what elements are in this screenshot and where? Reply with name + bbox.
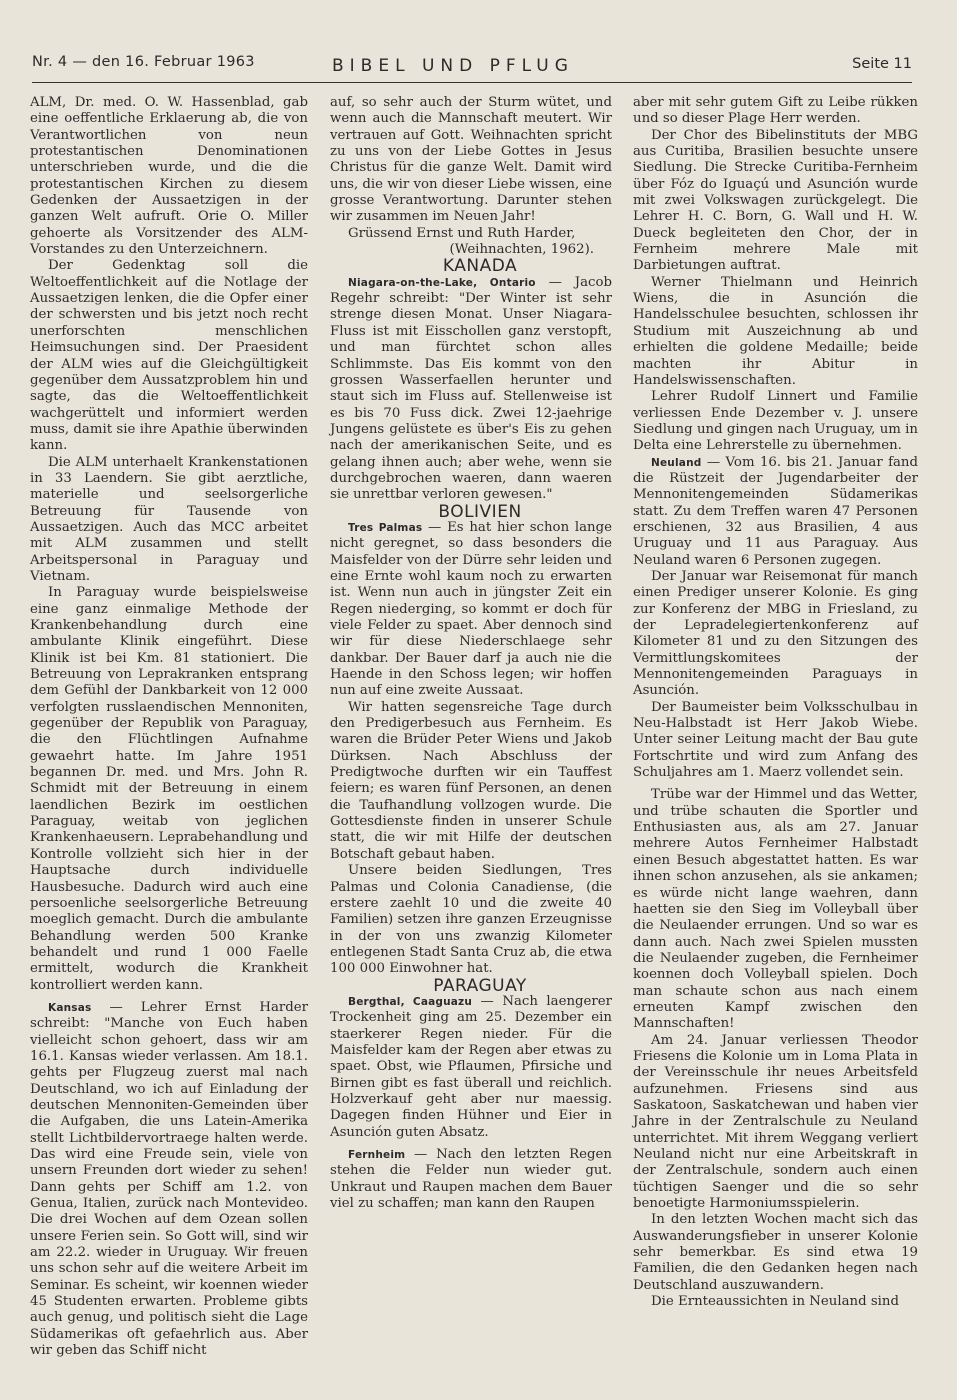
place-name: Kansas [48,1001,92,1014]
section-heading-bolivien: BOLIVIEN [438,501,522,522]
place-name: Neuland [651,456,702,469]
place-name: Tres Palmas [348,521,423,534]
column-3 [633,95,918,1310]
paragraph-text: — Nach den letzten Regen stehen die Felder nun wieder gut. Unkraut und Raupen machen dem Bauer viel zu schaffen; man kann den Raupen [330,1147,612,1212]
paragraph: Die ALM unterhaelt Krankenstationen in 33 Laendern. Sie gibt aerztliche, materielle und seelsorgerliche Betreuung für Tausende von Aussaetzigen. Auch das MCC arbeitet mit ALM zusammen und stellt Arbeitspersonal in Paraguay und Vietnam. [30,454,308,584]
paragraph: ALM, Dr. med. O. W. Hassenblad, gab eine oeffentliche Erklaerung ab, die von Verantwortlichen von neun protestantischen Denominationen unterschrieben wurde, und die die protestantischen Kirchen zu diesem Gedenken der Aussaetzigen in der ganzen Welt aufruft. Orie O. Miller gehoerte als Vorsitzender des ALM-Vorstandes zu den Unterzeichnern. [30,95,308,258]
paragraph: Werner Thielmann und Heinrich Wiens, die in Asunción die Handelsschulee besuchten, schlossen ihr Studium mit Auszeichnung ab und erhielten die goldene Medaille; beide machten ihr Abitur in Handelswissenschaften. [633,274,918,388]
paragraph: Der Baumeister beim Volksschulbau in Neu-Halbstadt ist Herr Jakob Wiebe. Unter seiner Leitung macht der Bau gute Fortschrtite und wird zum Anfang des Schuljahres am 1. Maerz vollendet sein. [633,699,918,781]
place-name: Bergthal, Caaguazu [348,995,473,1008]
place-name: Niagara-on-the-Lake, Ontario [348,276,536,289]
paragraph-kansas [30,1000,308,1360]
paragraph: Der Gedenktag soll die Weltoeffentlichkeit auf die Notlage der Aussaetzigen lenken, die die Opfer einer der schwersten und bis jetzt noch recht unerforschten menschlichen Heimsuchungen sind. Der Praesident der ALM wies auf die Gleichgültigkeit gegenüber dem Aussatzproblem hin und sagte, das die Weltoeffentlichkeit wachgerüttelt und informiert werden muss, damit sie ihre Apathie überwinden kann. [30,258,308,454]
newspaper-title: BIBEL UND PFLUG [332,56,574,76]
paragraph: Der Januar war Reisemonat für manch einen Prediger unserer Kolonie. Es ging zur Konferenz der MBG in Friesland, zu der Lepradelegiertenkonferenz auf Kilometer 81 und zu den Sitzungen des Vermittlungskomitees der Mennonitengemeinden Paraguays in Asunción. [633,568,918,699]
paragraph-niagara [330,275,612,504]
column-2 [330,95,612,1212]
paragraph: Die Ernteaussichten in Neuland sind [651,1294,899,1310]
paragraph-fernheim [330,1147,612,1212]
issue-date: Nr. 4 — den 16. Februar 1963 [32,54,255,70]
paragraph-text: — Vom 16. bis 21. Januar fand die Rüstzeit der Jugendarbeiter der Mennonitengemeinden Südamerikas statt. Zu dem Treffen waren 47 Personen erschienen, 32 aus Brasilien, 4 aus Uruguay und 11 aus Paraguay. Aus Neuland waren 6 Personen zugegen. [633,454,918,568]
section-heading-paraguay: PARAGUAY [433,975,527,996]
paragraph-text: — Es hat hier schon lange nicht geregnet, so dass besonders die Maisfelder von der Dürre sehr leiden und eine Ernte wohl kaum noch zu erwarten ist. Wenn nun auch in jüngster Zeit ein Regen niederging, so kommt er doch für viele Felder zu spaet. Aber dennoch sind wir für diese Niederschlaege sehr dankbar. Der Bauer darf ja auch nie die Haende in den Schoss legen; wir hoffen nun auf eine zweite Aussaat. [330,519,612,699]
paragraph: auf, so sehr auch der Sturm wütet, und wenn auch die Mannschaft meutert. Wir vertrauen auf Gott. Weihnachten spricht zu uns von der Liebe Gottes in Jesus Christus für die ganze Welt. Damit wird uns, die wir von dieser Liebe wissen, eine grosse Verantwortung. Darunter stehen wir zusammen im Neuen Jahr! [330,95,612,225]
signature-date: (Weihnachten, 1962). [449,242,594,258]
column-1 [30,95,308,1359]
paragraph: aber mit sehr gutem Gift zu Leibe rükken und so dieser Plage Herr werden. [633,95,918,127]
paragraph: Unsere beiden Siedlungen, Tres Palmas und Colonia Canadiense, (die erstere zaehlt 10 und die zweite 40 Familien) setzen ihre ganzen Erzeugnisse in der von uns zwanzig Kilometer entlegenen Stadt Santa Cruz ab, die etwa 100 000 Einwohner hat. [330,863,612,977]
paragraph-text: — Jacob Regehr schreibt: "Der Winter ist sehr strenge diesen Monat. Unser Niagara-Fluss ist mit Eisschollen ganz verstopft, und man fürchtet schon alles Schlimmste. Das Eis kommt von den grossen Wasserfaellen herunter und staut sich im Fluss auf. Stellenweise ist es bis 70 Fuss dick. Zwei 12-jaehrige Jungens gelüstete es über's Eis zu gehen nach der amerikanischen Seite, und es gelang ihnen auch; aber wehe, wenn sie durchgebrochen waeren, dann waeren sie unrettbar verloren gewesen." [330,274,612,503]
section-heading-kanada: KANADA [442,256,518,277]
page-header [32,52,912,83]
place-name: Fernheim [348,1149,406,1161]
paragraph: Der Chor des Bibelinstituts der MBG aus Curitiba, Brasilien besuchte unsere Siedlung. Die Strecke Curitiba-Fernheim über Fóz do Iguaçú und Asunción wurde mit zwei Volkswagen zurückgelegt. Die Lehrer H. C. Born, G. Wall und H. W. Dueck begleiteten den Chor, der in Fernheim mehrere Male mit Darbietungen auftrat. [633,127,918,274]
paragraph-text: — Nach laengerer Trockenheit ging am 25. Dezember ein staerkerer Regen nieder. Für die Maisfelder kam der Regen aber etwas zu spaet. Obst, wie Pflaumen, Pfirsiche und Birnen gibt es fast überall und reichlich. Holzverkauf geht aber nur maessig. Dagegen finden Hühner und Eier in Asunción guten Absatz. [330,993,612,1140]
paragraph: Trübe war der Himmel und das Wetter, und trübe schauten die Sportler und Enthusiasten aus, als am 27. Januar mehrere Autos Fernheimer Halbstadt einen Besuch abgestattet hatten. Es war ihnen schon anzusehen, als sie ankamen; es würde nicht lange waehren, dann haetten sie den Sieg im Volleyball über die Neulaender errungen. Und so war es dann auch. Nach zwei Spielen mussten die Neulaender zugeben, die Fernheimer koennen doch Volleyball spielen. Doch man schaute schon aus nach einem erneuten Kampf zwischen den Mannschaften! [633,787,918,1032]
paragraph-bergthal [330,994,612,1141]
paragraph: In den letzten Wochen macht sich das Auswanderungsfieber in unserer Kolonie sehr bemerkbar. Es sind etwa 19 Familien, die den Gedanken hegen nach Deutschland auszuwandern. [633,1212,918,1293]
page-number: Seite 11 [852,56,912,72]
paragraph-tres-palmas [330,520,612,700]
paragraph: Wir hatten segensreiche Tage durch den Predigerbesuch aus Fernheim. Es waren die Brüder Peter Wiens und Jakob Dürksen. Nach Abschluss der Predigtwoche durften wir ein Tauffest feiern; es waren fünf Personen, an denen die Taufhandlung vollzogen wurde. Die Gottesdienste finden in unserer Schule statt, die wir mit Hilfe der deutschen Botschaft gebaut haben. [330,699,612,862]
paragraph: Lehrer Rudolf Linnert und Familie verliessen Ende Dezember v. J. unsere Siedlung und gingen nach Uruguay, um in Delta eine Lehrerstelle zu übernehmen. [633,389,918,454]
paragraph-text: — Lehrer Ernst Harder schreibt: "Manche von Euch haben vielleicht schon gehoert, dass wir am 16.1. Kansas wieder verlassen. Am 18.1. gehts per Flugzeug zuerst mal nach Deutschland, wo ich auf Einladung der deutschen Mennoniten-Gemeinden über die Aufgaben, die uns Latein-Amerika stellt Lichtbildervortraege halten werde. Das wird eine Freude sein, viele von unsern Freunden dort wieder zu sehen! Dann gehts per Schiff am 1.2. von Genua, Italien, zurück nach Montevideo. Die drei Wochen auf dem Ozean sollen unsere Ferien sein. So Gott will, sind wir am 22.2. wieder in Uruguay. Wir freuen uns schon sehr auf die weitere Arbeit im Seminar. Es scheint, wir koennen wieder 45 Studenten erwarten. Probleme gibts auch genug, und politisch sieht die Lage Südamerikas oft gefaehrlich aus. Aber wir geben das Schiff nicht [30,999,308,1359]
paragraph-neuland [633,455,918,569]
paragraph: In Paraguay wurde beispielsweise eine ganz einmalige Methode der Krankenbehandlung durch eine ambulante Klinik eingeführt. Diese Klinik ist bei Km. 81 stationiert. Die Betreuung von Leprakranken entsprang dem Gefühl der Dankbarkeit von 12 000 verfolgten russlaendischen Mennoniten, gegenüber der Republik von Paraguay, die den Flüchtlingen Aufnahme gewaehrt hatte. Im Jahre 1951 begannen Dr. med. und Mrs. John R. Schmidt mit der Betreuung in einem laendlichen Bezirk im oestlichen Paraguay, weitab von jeglichen Krankenhaeusern. Leprabehandlung und Kontrolle vollzieht sich hier in der Hauptsache durch individuelle Hausbesuche. Dadurch wird auch eine persoenliche seelsorgerliche Betreuung moeglich gemacht. Durch die ambulante Behandlung werden 500 Kranke behandelt und rund 1 000 Faelle ermittelt, wodurch die Krankheit kontrolliert werden kann. [30,585,308,993]
paragraph: Grüssend Ernst und Ruth Harder, [348,225,576,241]
paragraph: Am 24. Januar verliessen Theodor Friesens die Kolonie um in Loma Plata in der Vereinsschule ihr neues Arbeitsfeld aufzunehmen. Friesens sind aus Saskatoon, Saskatchewan und haben vier Jahre in der Zentralschule zu Neuland unterrichtet. Mit ihrem Weggang verliert Neuland nicht nur eine Arbeitskraft in der Zentralschule, sondern auch einen tüchtigen Saenger und die so sehr benoetigte Harmoniumsspielerin. [633,1032,918,1212]
